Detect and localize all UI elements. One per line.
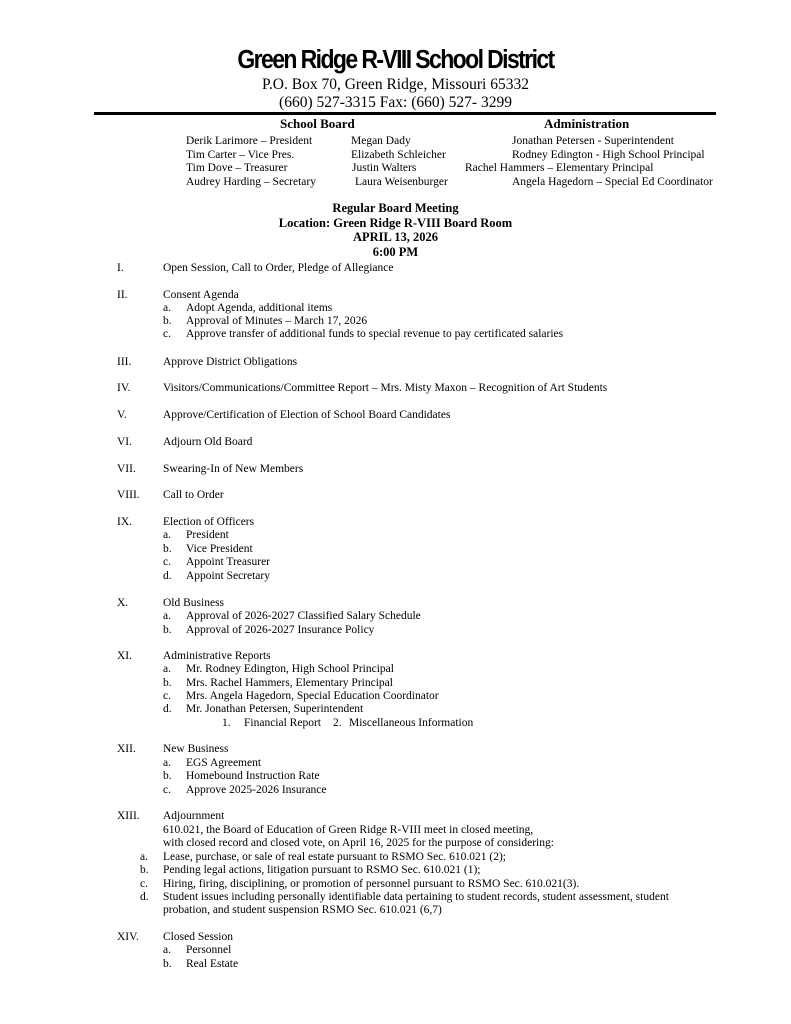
sub-letter: a.: [163, 529, 171, 541]
sub-letter: b.: [163, 770, 172, 782]
agenda-num: XIV.: [117, 931, 139, 943]
sub-letter: b.: [163, 624, 172, 636]
agenda-item: Adjourn Old Board: [163, 436, 253, 448]
agenda-item: Consent Agenda: [163, 289, 239, 301]
sub-letter: d.: [163, 570, 172, 582]
sub-letter: b.: [163, 315, 172, 327]
agenda-item: Open Session, Call to Order, Pledge of Allegiance: [163, 262, 394, 274]
meeting-location: Location: Green Ridge R-VIII Board Room: [278, 215, 513, 230]
closed-item: Lease, purchase, or sale of real estate pursuant to RSMO Sec. 610.021 (2);: [163, 851, 506, 863]
agenda-num: X.: [117, 597, 129, 609]
header-rule: [94, 112, 716, 115]
sub-letter: a.: [163, 302, 171, 314]
subsub-item: Financial Report: [244, 717, 321, 729]
agenda-num: II.: [117, 289, 128, 301]
sub-letter: a.: [163, 663, 171, 675]
district-title: Green Ridge R-VIII School District: [237, 44, 554, 74]
sub-item: EGS Agreement: [186, 757, 262, 769]
closed-item-letter: a.: [140, 851, 148, 863]
admin-member: Rodney Edington - High School Principal: [512, 148, 705, 161]
sub-item: Approval of 2026-2027 Classified Salary Schedule: [186, 610, 421, 622]
closed-item-letter: c.: [140, 878, 148, 890]
agenda-item: Adjournment: [163, 810, 225, 822]
administration-heading: Administration: [544, 116, 630, 131]
adjournment-text: with closed record and closed vote, on April 16, 2025 for the purpose of considering:: [163, 837, 554, 849]
board-member: Tim Carter – Vice Pres.: [186, 148, 295, 161]
sub-item: President: [186, 529, 229, 541]
sub-item: Appoint Treasurer: [186, 556, 271, 568]
sub-item: Mrs. Rachel Hammers, Elementary Principal: [186, 677, 393, 689]
closed-item-letter: b.: [140, 864, 149, 876]
sub-item: Mr. Jonathan Petersen, Superintendent: [186, 703, 364, 715]
agenda-num: V.: [117, 409, 127, 421]
board-member: Megan Dady: [351, 135, 411, 147]
meeting-info: [0, 201, 791, 259]
school-board-heading: School Board: [280, 116, 355, 131]
agenda-item: Election of Officers: [163, 516, 255, 528]
closed-item: Pending legal actions, litigation pursuant to RSMO Sec. 610.021 (1);: [163, 864, 481, 876]
board-member: Tim Dove – Treasurer: [186, 162, 288, 175]
agenda-num: XII.: [117, 743, 136, 755]
sub-item: Adopt Agenda, additional items: [186, 302, 333, 314]
agenda-item: Approve District Obligations: [163, 356, 298, 368]
agenda-item: Approve/Certification of Election of School Board Candidates: [163, 409, 451, 421]
sub-item: Personnel: [186, 944, 232, 956]
sub-letter: a.: [163, 944, 171, 956]
agenda-item: Visitors/Communications/Committee Report – Mrs. Misty Maxon – Recognition of Art Students: [163, 382, 608, 394]
agenda-num: VII.: [117, 463, 136, 475]
agenda-num: IV.: [117, 382, 131, 394]
district-address: P.O. Box 70, Green Ridge, Missouri 65332: [262, 76, 529, 93]
sub-letter: c.: [163, 784, 171, 796]
sub-letter: a.: [163, 610, 171, 622]
sub-letter: b.: [163, 958, 172, 970]
sub-letter: c.: [163, 690, 171, 702]
sub-item: Mrs. Angela Hagedorn, Special Education Coordinator: [186, 690, 439, 702]
sub-item: Approve transfer of additional funds to special revenue to pay certificated salaries: [186, 328, 564, 340]
closed-item-letter: d.: [140, 891, 149, 903]
agenda-item: New Business: [163, 743, 229, 755]
board-member: Laura Weisenburger: [355, 176, 448, 189]
agenda-num: XI.: [117, 650, 133, 662]
sub-item: Mr. Rodney Edington, High School Principal: [186, 663, 394, 675]
board-member: Derik Larimore – President: [186, 135, 313, 147]
closed-item: probation, and student suspension RSMO Sec. 610.021 (6,7): [163, 904, 442, 916]
meeting-type: Regular Board Meeting: [332, 201, 459, 215]
closed-item: Hiring, firing, disciplining, or promotion of personnel pursuant to RSMO Sec. 610.021(3).: [163, 878, 580, 890]
sub-letter: c.: [163, 556, 171, 568]
sub-item: Approval of Minutes – March 17, 2026: [186, 315, 368, 327]
sub-item: Appoint Secretary: [186, 570, 270, 582]
sub-letter: d.: [163, 703, 172, 715]
agenda-item: Swearing-In of New Members: [163, 463, 304, 475]
adjournment-text: 610.021, the Board of Education of Green Ridge R-VIII meet in closed meeting,: [163, 824, 534, 836]
agenda-item: Administrative Reports: [163, 650, 271, 662]
agenda-num: I.: [117, 262, 124, 274]
administration-list: [465, 135, 713, 190]
sub-letter: a.: [163, 757, 171, 769]
admin-member: Jonathan Petersen - Superintendent: [512, 135, 674, 147]
sub-letter: b.: [163, 543, 172, 555]
subsub-number: 2.: [333, 717, 342, 729]
board-member: Justin Walters: [352, 162, 417, 175]
sub-item: Homebound Instruction Rate: [186, 770, 320, 782]
board-member: Elizabeth Schleicher: [351, 148, 446, 161]
agenda-item: Closed Session: [163, 931, 233, 943]
agenda-num: XIII.: [117, 810, 140, 822]
sub-letter: c.: [163, 328, 171, 340]
admin-member: Rachel Hammers – Elementary Principal: [465, 162, 654, 175]
sub-letter: b.: [163, 677, 172, 689]
meeting-time: 6:00 PM: [372, 244, 419, 259]
agenda-num: IX.: [117, 516, 133, 528]
agenda-num: VIII.: [117, 489, 140, 501]
agenda-item: Old Business: [163, 597, 225, 609]
subsub-number: 1.: [222, 717, 231, 729]
sub-item: Approve 2025-2026 Insurance: [186, 784, 327, 796]
meeting-date: APRIL 13, 2026: [352, 230, 439, 245]
closed-item: Student issues including personally identifiable data pertaining to student records, student assessment, student: [163, 891, 669, 903]
district-phone-fax: (660) 527-3315 Fax: (660) 527- 3299: [279, 94, 512, 111]
board-members: [351, 135, 448, 190]
board-member: Audrey Harding – Secretary: [186, 176, 316, 189]
sub-item: Real Estate: [186, 958, 239, 970]
agenda-num: III.: [117, 356, 132, 368]
agenda-item: Call to Order: [163, 489, 224, 501]
sub-item: Vice President: [186, 543, 253, 555]
board-officers: [186, 135, 316, 190]
admin-member: Angela Hagedorn – Special Ed Coordinator: [512, 176, 713, 189]
sub-item: Approval of 2026-2027 Insurance Policy: [186, 624, 375, 636]
subsub-item: Miscellaneous Information: [349, 717, 474, 729]
agenda-num: VI.: [117, 436, 133, 448]
